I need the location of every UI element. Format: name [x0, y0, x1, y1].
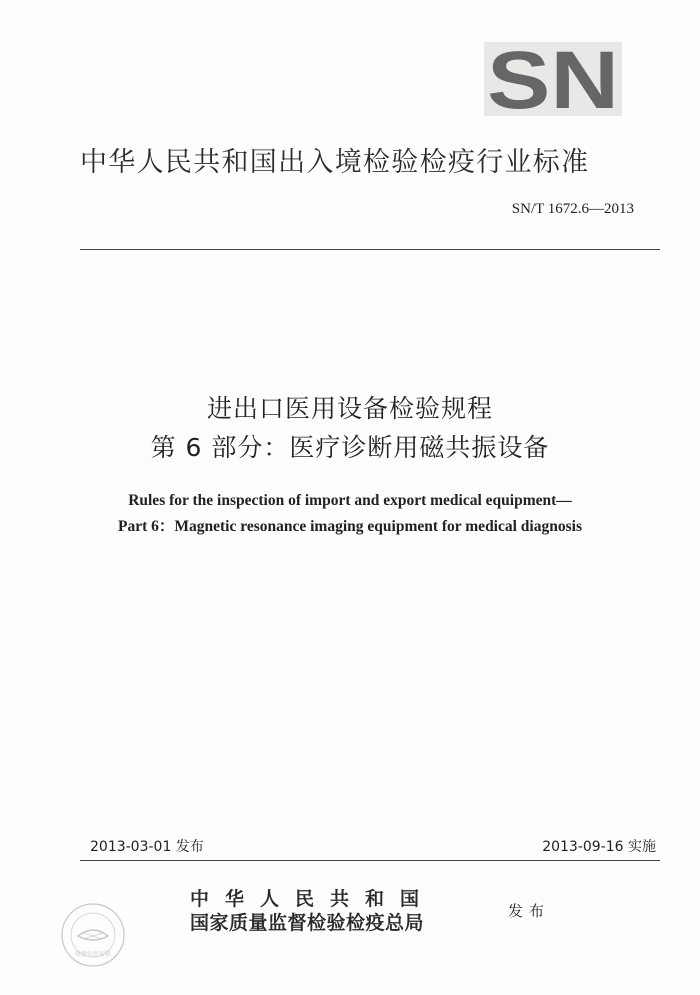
- title-zh-line2: 第 6 部分：医疗诊断用磁共振设备: [150, 433, 550, 462]
- title-en-line2: Part 6：Magnetic resonance imaging equipment for medical diagnosis: [118, 518, 582, 535]
- title-zh-line1: 进出口医用设备检验规程: [206, 394, 493, 423]
- issue-date: 2013-03-01 发布: [90, 839, 204, 855]
- header-divider: [80, 249, 660, 250]
- standard-organization: 中华人民共和国出入境检验检疫行业标准: [80, 147, 590, 178]
- svg-text:资源信息提供: 资源信息提供: [74, 951, 112, 958]
- effective-date: 2013-09-16 实施: [542, 839, 656, 855]
- seal-stamp-icon: [58, 900, 128, 970]
- standard-code: SN/T 1672.6—2013: [511, 201, 634, 217]
- publisher-agency: 国家质量监督检验检疫总局: [190, 912, 425, 934]
- title-en-line1: Rules for the inspection of import and export medical equipment—: [128, 492, 572, 509]
- publish-label: 发布: [508, 902, 551, 920]
- sn-logo-text: SN: [487, 42, 619, 116]
- footer-divider: [80, 860, 660, 861]
- sn-logo: [484, 42, 622, 116]
- publisher-country: 中华人民共和国: [190, 888, 436, 910]
